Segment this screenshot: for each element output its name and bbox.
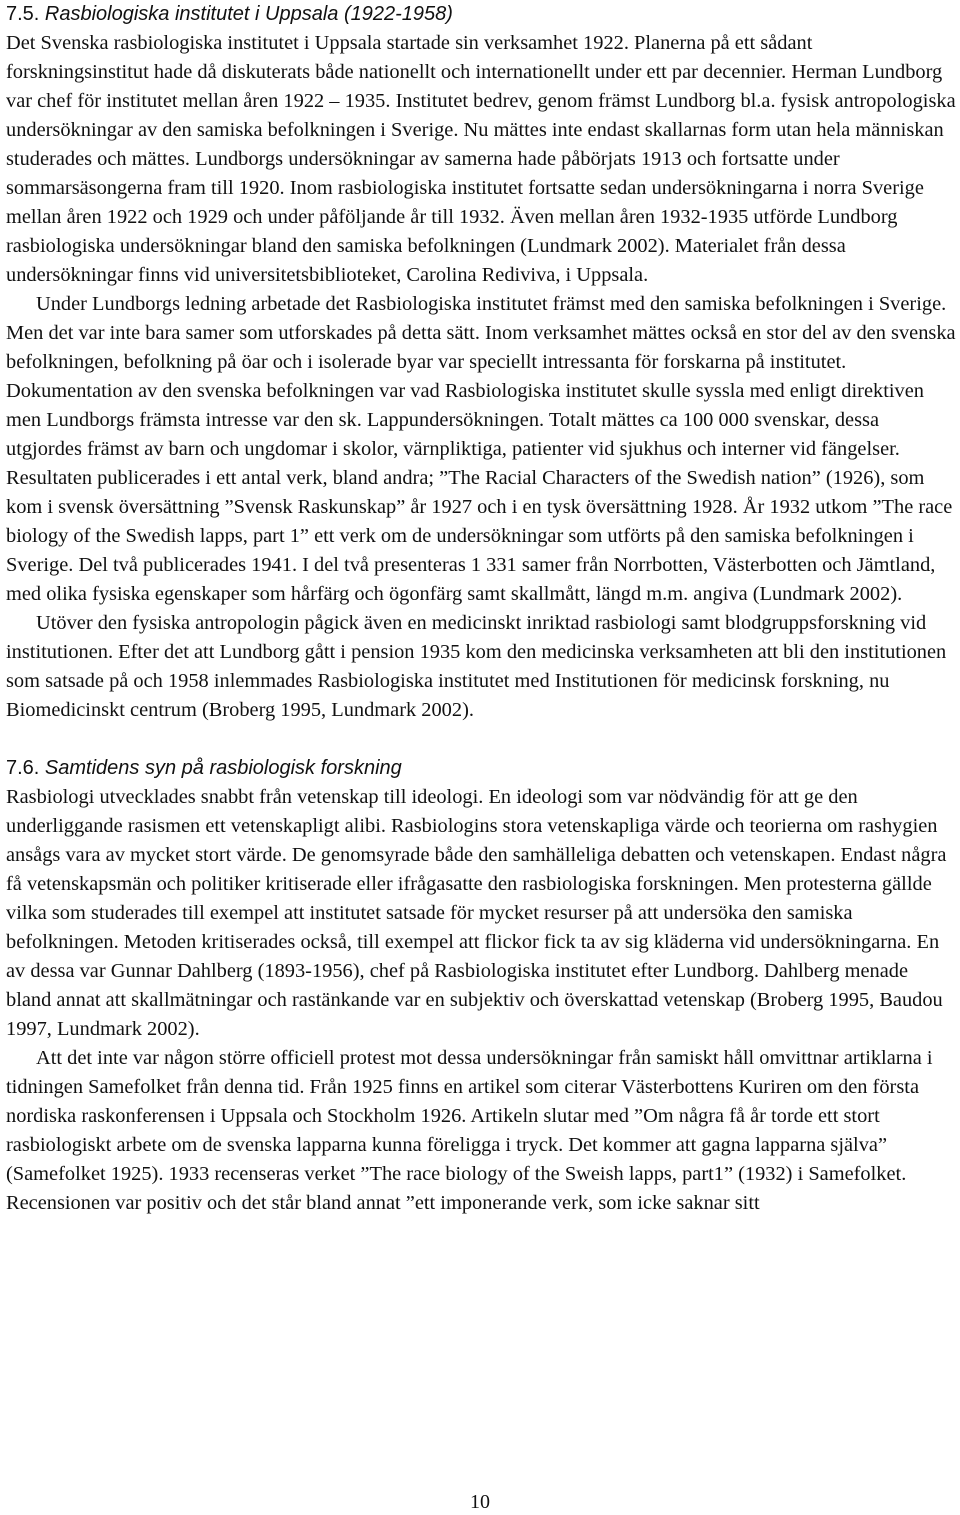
section-title: Samtidens syn på rasbiologisk forskning — [44, 757, 402, 779]
section-number: 7.5. — [6, 3, 40, 25]
paragraph: Rasbiologi utvecklades snabbt från vetenskap till ideologi. En ideologi som var nödvändig för att ge den underliggande rasismen ett vetenskapligt alibi. Rasbiologins stora vetenskapliga värde och teorierna om rashygien ansågs vara av mycket stort värde. De genomsyrade både den samhälleliga debatten och vetenskapen. Endast några få vetenskapsmän och politiker kritiserade eller ifrågasatte den rasbiologiska forskningen. Men protesterna gällde vilka som studerades till exempel att institutet satsade för mycket resurser på att undersöka den samiska befolkningen. Metoden kritiserades också, till exempel att flickor fick ta av sig kläderna vid undersökningarna. En av dessa var Gunnar Dahlberg (1893-1956), chef på Rasbiologiska institutet efter Lundborg. Dahlberg menade bland annat att skallmätningar och rastänkande var en subjektiv och överskattad vetenskap (Broberg 1995, Baudou 1997, Lundmark 2002). — [6, 786, 947, 1040]
section-heading-7-5 — [6, 0, 956, 29]
section-heading-7-6 — [6, 754, 956, 783]
paragraph: Att det inte var någon större officiell protest mot dessa undersökningar från samiskt håll omvittnar artiklarna i tidningen Samefolket från denna tid. Från 1925 finns en artikel som citerar Västerbottens Kuriren om den första nordiska raskonferensen i Uppsala och Stockholm 1926. Artikeln slutar med ”Om några få år torde ett stort rasbiologiskt arbete om de svenska lapparna kunna föreligga i tryck. Det kommer att gagna lapparna själva” (Samefolket 1925). 1933 recenseras verket ”The race biology of the Sweish lapps, part1” (1932) i Samefolket. Recensionen var positiv och det står bland annat ”ett imponerande verk, som icke saknar sitt — [6, 1047, 933, 1214]
section-number: 7.6. — [6, 757, 40, 779]
page-number: 10 — [470, 1491, 490, 1513]
document-page — [6, 0, 956, 1218]
paragraph: Det Svenska rasbiologiska institutet i Uppsala startade sin verksamhet 1922. Planerna på ett sådant forskningsinstitut hade då diskuterats både nationellt och internationellt under ett par decennier. Herman Lundborg var chef för institutet mellan åren 1922 – 1935. Institutet bedrev, genom främst Lundborg bl.a. fysisk antropologiska undersökningar av den samiska befolkningen i Sverige. Nu mättes inte endast skallarnas form utan hela människan studerades och mättes. Lundborgs undersökningar av samerna hade påbörjats 1913 och fortsatte under sommarsäsongerna fram till 1920. Inom rasbiologiska institutet fortsatte sedan undersökningarna i norra Sverige mellan åren 1922 och 1929 och under påföljande år till 1932. Även mellan åren 1932-1935 utförde Lundborg rasbiologiska undersökningar bland den samiska befolkningen (Lundmark 2002). Materialet från dessa undersökningar finns vid universitetsbiblioteket, Carolina Rediviva, i Uppsala. — [6, 32, 956, 286]
paragraph: Under Lundborgs ledning arbetade det Rasbiologiska institutet främst med den samiska befolkningen i Sverige. Men det var inte bara samer som utforskades på detta sätt. Inom verksamhet mättes också en stor del av den svenska befolkningen, befolkning på öar och i isolerade byar var speciellt intressanta för forskarna på institutet. Dokumentation av den svenska befolkningen var vad Rasbiologiska institutet skulle syssla med enligt direktiven men Lundborgs främsta intresse var den sk. Lappundersökningen. Totalt mättes ca 100 000 svenskar, dessa utgjordes främst av barn och ungdomar i skolor, värnpliktiga, patienter vid sjukhus och interner vid fängelser. Resultaten publicerades i ett antal verk, bland andra; ”The Racial Characters of the Swedish nation” (1926), som kom i svensk översättning ”Svensk Raskunskap” år 1927 och i en tysk översättning 1928. År 1932 utkom ”The race biology of the Swedish lapps, part 1” ett verk om de undersökningar som utförts på den samiska befolkningen i Sverige. Del två publicerades 1941. I del två presenteras 1 331 samer från Norrbotten, Västerbotten och Jämtland, med olika fysiska egenskaper som hårfärg och ögonfärg samt skallmått, längd m.m. angiva (Lundmark 2002). — [6, 293, 956, 605]
section-spacer — [6, 725, 956, 754]
paragraph: Utöver den fysiska antropologin pågick även en medicinskt inriktad rasbiologi samt blodgruppsforskning vid institutionen. Efter det att Lundborg gått i pension 1935 kom den medicinska verksamheten att bli den institutionen som satsade på och 1958 inlemmades Rasbiologiska institutet med Institutionen för medicinsk forskning, nu Biomedicinskt centrum (Broberg 1995, Lundmark 2002). — [6, 612, 947, 721]
section-title: Rasbiologiska institutet i Uppsala (1922-1958) — [44, 3, 453, 25]
